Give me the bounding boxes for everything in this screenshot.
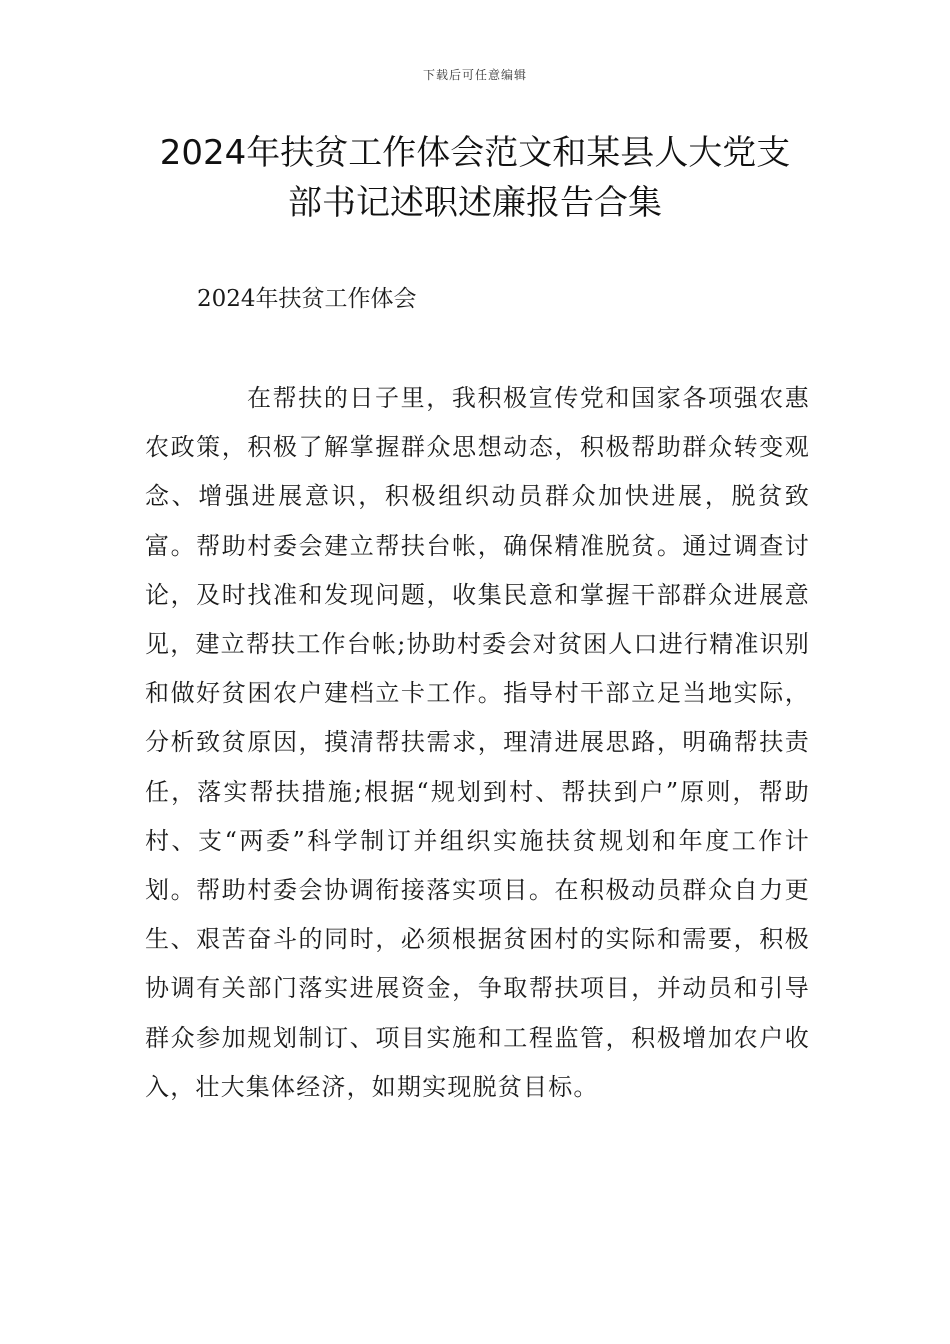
document-title-line-2: 部书记述职述廉报告合集	[288, 183, 662, 223]
header-note: 下载后可任意编辑	[422, 68, 527, 82]
document-title	[120, 128, 830, 228]
section-heading: 2024年扶贫工作体会	[197, 286, 417, 312]
body-paragraph: 在帮扶的日子里，我积极宣传党和国家各项强农惠农政策，积极了解掌握群众思想动态，积极帮助群众转变观念、增强进展意识，积极组织动员群众加快进展，脱贫致富。帮助村委会建立帮扶台帐，确保精准脱贫。通过调查讨论，及时找准和发现问题，收集民意和掌握干部群众进展意见，建立帮扶工作台帐;协助村委会对贫困人口进行精准识别和做好贫困农户建档立卡工作。指导村干部立足当地实际，分析致贫原因，摸清帮扶需求，理清进展思路，明确帮扶责任，落实帮扶措施;根据“规划到村、帮扶到户”原则，帮助村、支“两委”科学制订并组织实施扶贫规划和年度工作计划。帮助村委会协调衔接落实项目。在积极动员群众自力更生、艰苦奋斗的同时，必须根据贫困村的实际和需要，积极协调有关部门落实进展资金，争取帮扶项目，并动员和引导群众参加规划制订、项目实施和工程监管，积极增加农户收入，壮大集体经济，如期实现脱贫目标。	[145, 384, 810, 1101]
document-title-line-1: 2024年扶贫工作体会范文和某县人大党支	[159, 133, 791, 173]
